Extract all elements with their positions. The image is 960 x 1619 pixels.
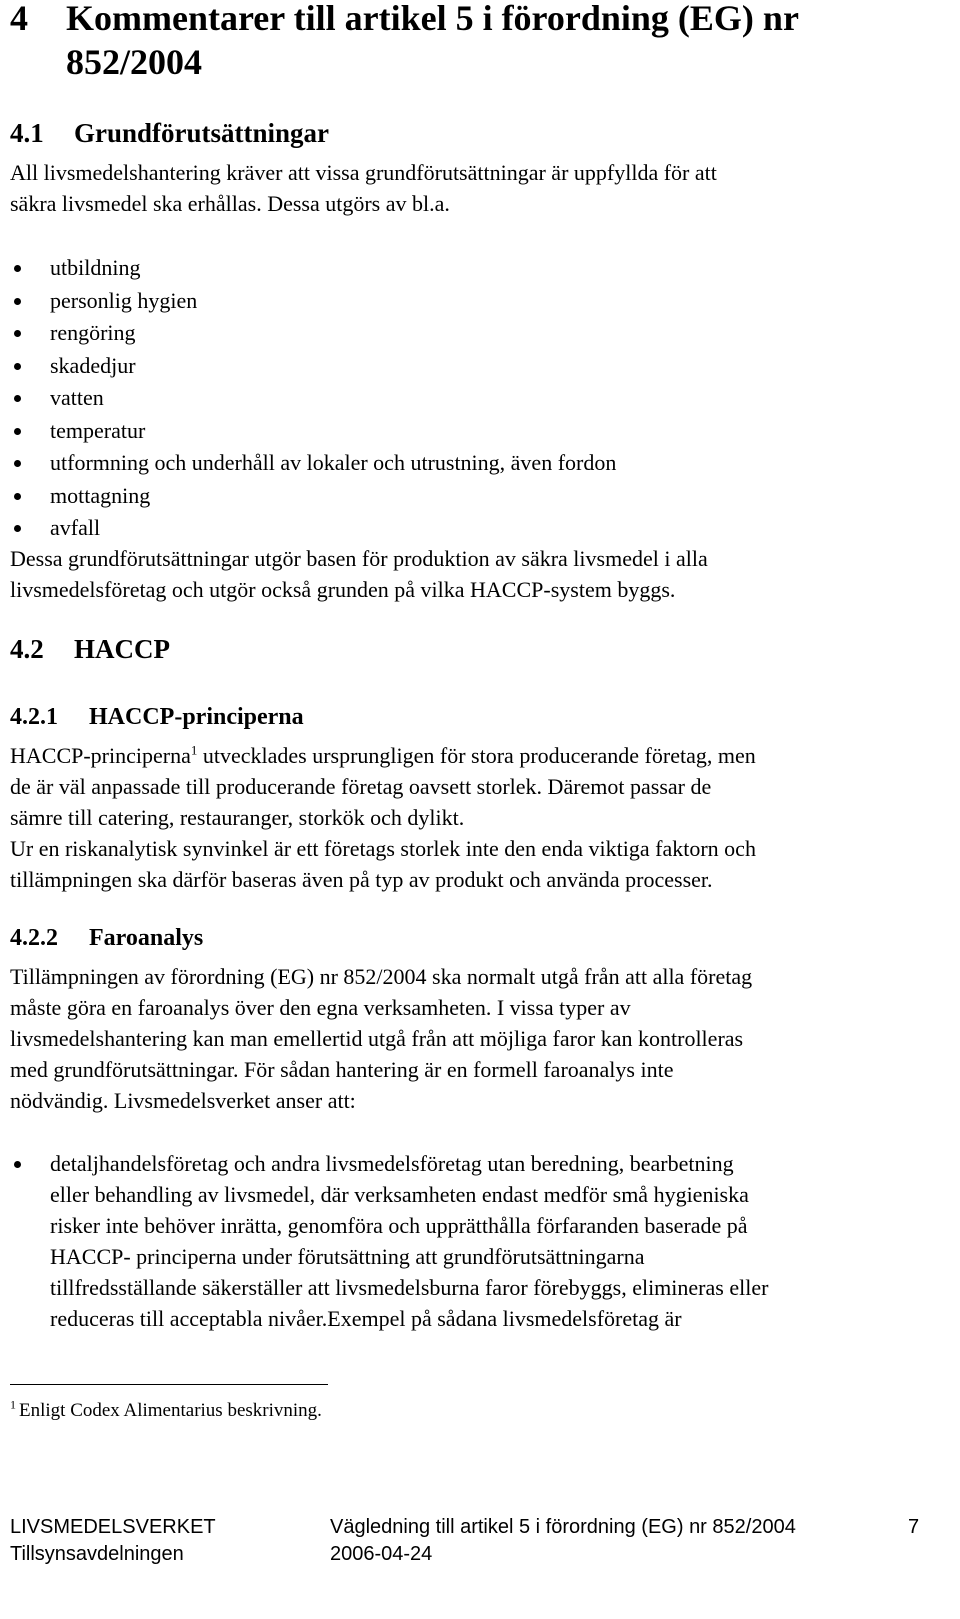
bullet-line: tillfredsställande säkerställer att livsmedelsburna faror förebyggs, elimineras eller bbox=[50, 1275, 769, 1300]
section-4-1-heading bbox=[10, 117, 329, 149]
bullet-line: HACCP- principerna under förutsättning att grundförutsättningarna bbox=[50, 1244, 645, 1269]
faroanalys-line-2: måste göra en faroanalys över den egna verksamheten. I vissa typer av bbox=[10, 995, 631, 1020]
section-title: HACCP bbox=[74, 634, 170, 664]
faroanalys-line-4: med grundförutsättningar. För sådan hantering är en formell faroanalys inte bbox=[10, 1057, 674, 1082]
section-4-2-1-heading bbox=[10, 702, 304, 732]
section-number: 4.2.2 bbox=[10, 925, 58, 951]
haccp-term: HACCP-principerna bbox=[10, 743, 191, 768]
intro-line-1: All livsmedelshantering kräver att vissa grundförutsättningar är uppfyllda för att bbox=[10, 160, 717, 185]
footer-org: LIVSMEDELSVERKET bbox=[10, 1516, 216, 1538]
haccp-p1-line-1 bbox=[10, 740, 756, 772]
faroanalys-line-1: Tillämpningen av förordning (EG) nr 852/2004 ska normalt utgå från att alla företag bbox=[10, 964, 753, 989]
haccp-p1-line-1-rest: utvecklades ursprungligen för stora producerande företag, men bbox=[197, 743, 756, 768]
haccp-p1-line-3: sämre till catering, restauranger, storkök och dylikt. bbox=[10, 805, 465, 830]
list-item: utformning och underhåll av lokaler och utrustning, även fordon bbox=[12, 447, 616, 480]
haccp-p1-line-2: de är väl anpassade till producerande företag oavsett storlek. Däremot passar de bbox=[10, 774, 712, 799]
bullet-line: detaljhandelsföretag och andra livsmedelsföretag utan beredning, bearbetning bbox=[50, 1151, 734, 1176]
footer-doc-title: Vägledning till artikel 5 i förordning (EG) nr 852/2004 bbox=[330, 1516, 796, 1538]
chapter-title-line2: 852/2004 bbox=[66, 42, 203, 82]
list-item: temperatur bbox=[12, 415, 616, 448]
section-number: 4.2 bbox=[10, 634, 44, 664]
faroanalys-line-5: nödvändig. Livsmedelsverket anser att: bbox=[10, 1088, 356, 1113]
footer-dept: Tillsynsavdelningen bbox=[10, 1543, 184, 1565]
chapter-number: 4 bbox=[10, 0, 28, 38]
list-item: skadedjur bbox=[12, 350, 616, 383]
exemption-bullet bbox=[12, 1148, 768, 1334]
footer-date: 2006-04-24 bbox=[330, 1543, 433, 1565]
intro-line-2: säkra livsmedel ska erhållas. Dessa utgörs av bl.a. bbox=[10, 191, 450, 216]
list-item: rengöring bbox=[12, 317, 616, 350]
footnote-ref: 1 bbox=[190, 742, 198, 758]
section-4-2-heading bbox=[10, 633, 170, 665]
chapter-heading bbox=[10, 0, 799, 40]
footer-page-number: 7 bbox=[908, 1516, 920, 1538]
faroanalys-line-3: livsmedelshantering kan man emellertid utgå från att möjliga faror kan kontrolleras bbox=[10, 1026, 744, 1051]
outro-line-2: livsmedelsföretag och utgör också grunden på vilka HACCP-system byggs. bbox=[10, 577, 676, 602]
list-item: mottagning bbox=[12, 480, 616, 513]
footnote bbox=[10, 1398, 322, 1424]
bullet-icon bbox=[14, 1161, 21, 1168]
bullet-line: reduceras till acceptabla nivåer.Exempel på sådana livsmedelsföretag är bbox=[50, 1306, 682, 1331]
section-title: HACCP-principerna bbox=[89, 704, 304, 730]
list-item: avfall bbox=[12, 512, 616, 545]
list-item: personlig hygien bbox=[12, 285, 616, 318]
haccp-p2-line-1: Ur en riskanalytisk synvinkel är ett företags storlek inte den enda viktiga faktorn och bbox=[10, 836, 756, 861]
footnote-text: Enligt Codex Alimentarius beskrivning. bbox=[19, 1400, 322, 1421]
section-4-2-2-heading bbox=[10, 923, 203, 953]
footnote-separator bbox=[10, 1384, 328, 1385]
list-item: vatten bbox=[12, 382, 616, 415]
section-number: 4.1 bbox=[10, 118, 44, 148]
haccp-p2-line-2: tillämpningen ska därför baseras även på typ av produkt och använda processer. bbox=[10, 867, 713, 892]
section-title: Grundförutsättningar bbox=[74, 118, 330, 148]
bullet-line: eller behandling av livsmedel, där verksamheten endast medför små hygieniska bbox=[50, 1182, 749, 1207]
list-item: utbildning bbox=[12, 252, 616, 285]
bullet-line: risker inte behöver inrätta, genomföra och upprätthålla förfaranden baserade på bbox=[50, 1213, 748, 1238]
section-title: Faroanalys bbox=[89, 925, 204, 951]
chapter-title-line1: Kommentarer till artikel 5 i förordning (EG) nr bbox=[66, 0, 799, 38]
prerequisites-list bbox=[12, 252, 616, 545]
section-number: 4.2.1 bbox=[10, 704, 58, 730]
outro-line-1: Dessa grundförutsättningar utgör basen för produktion av säkra livsmedel i alla bbox=[10, 546, 708, 571]
footnote-number: 1 bbox=[10, 1397, 16, 1412]
